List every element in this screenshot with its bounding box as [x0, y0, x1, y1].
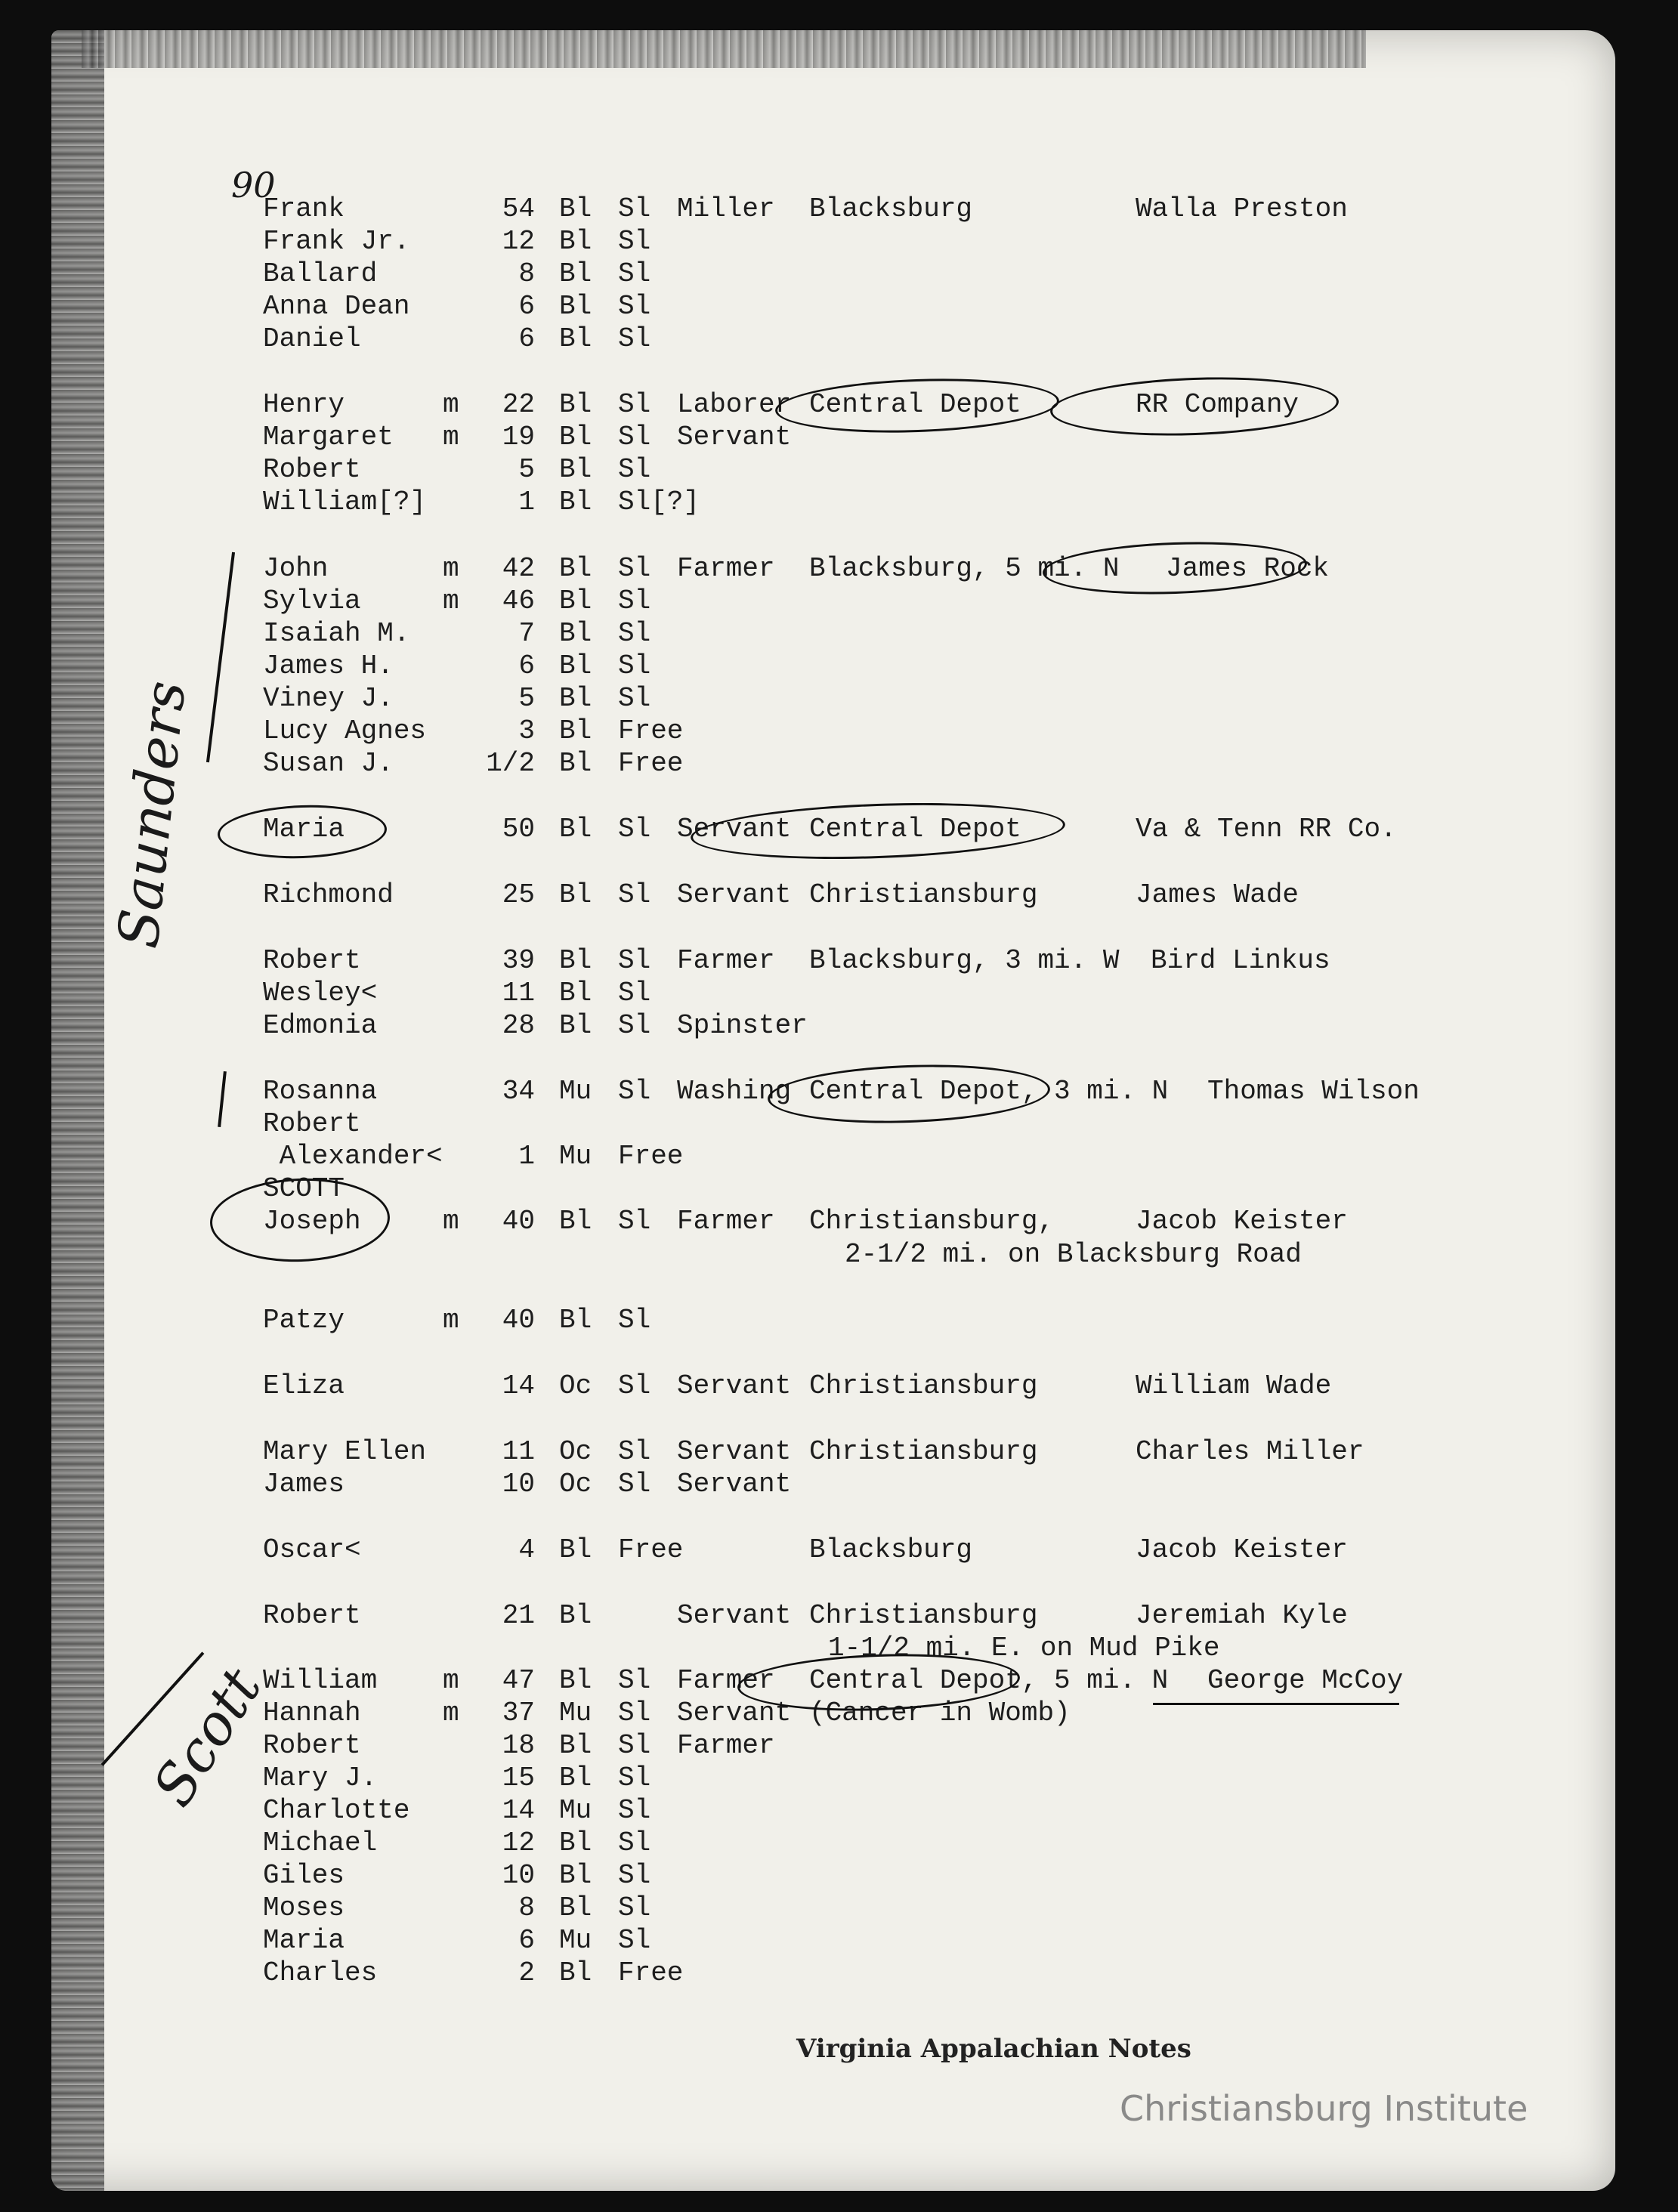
cell-age: 42	[502, 553, 535, 584]
table-row	[263, 650, 1608, 684]
cell-sex: m	[443, 1698, 459, 1729]
cell-name: Patzy	[263, 1305, 345, 1336]
cell-name: Robert	[263, 1730, 361, 1761]
cell-race: Bl	[559, 683, 592, 714]
cell-occupation: Servant	[677, 814, 792, 845]
cell-race: Bl	[559, 748, 592, 779]
cell-race: Bl	[559, 945, 592, 976]
cell-occupation: Servant	[677, 1370, 792, 1401]
cell-sex: m	[443, 1206, 459, 1237]
cell-continuation: 1-1/2 mi. E. on Mud Pike	[828, 1633, 1220, 1664]
cell-age: 8	[518, 1892, 535, 1923]
cell-occupation: Spinster	[677, 1010, 808, 1041]
circle-annotation-central-depot-maria	[690, 797, 1066, 864]
cell-name: Viney J.	[263, 683, 394, 714]
cell-age: 1/2	[486, 748, 535, 779]
cell-occupation: Farmer	[677, 945, 775, 976]
table-row	[263, 618, 1608, 651]
cell-status: Sl	[618, 1925, 651, 1956]
cell-location: Christiansburg	[809, 1370, 1038, 1401]
cell-age: 50	[502, 814, 535, 845]
table-row	[263, 978, 1608, 1011]
table-row	[263, 1436, 1608, 1469]
cell-name: Charles	[263, 1957, 378, 1988]
cell-location: Blacksburg	[809, 1534, 973, 1565]
cell-age: 10	[502, 1469, 535, 1500]
cell-race: Bl	[559, 291, 592, 322]
cell-occupation: Farmer	[677, 553, 775, 584]
cell-status: Sl	[618, 1698, 651, 1729]
cell-occupation: Laborer	[677, 389, 792, 420]
cell-name: Robert	[263, 1600, 361, 1631]
cell-employer: William Wade	[1136, 1370, 1332, 1401]
cell-occupation: Servant	[677, 879, 792, 910]
cell-name: Frank	[263, 193, 345, 224]
table-row	[263, 1173, 1608, 1206]
cell-status: Sl	[618, 389, 651, 420]
cell-employer: RR Company	[1136, 389, 1299, 420]
cell-race: Bl	[559, 1860, 592, 1891]
cell-race: Bl	[559, 1957, 592, 1988]
cell-status: Sl	[618, 814, 651, 845]
cell-race: Oc	[559, 1469, 592, 1500]
cell-age: 18	[502, 1730, 535, 1761]
table-row	[263, 1925, 1608, 1958]
cell-age: 10	[502, 1860, 535, 1891]
cell-age: 25	[502, 879, 535, 910]
cell-name: Isaiah M.	[263, 618, 410, 649]
cell-age: 34	[502, 1076, 535, 1107]
table-row	[263, 1141, 1608, 1174]
cell-name: SCOTT	[263, 1173, 345, 1204]
cell-status: Sl	[618, 650, 651, 681]
margin-line-saunders	[206, 552, 235, 762]
cell-status: Sl	[618, 879, 651, 910]
cell-status: Sl	[618, 585, 651, 616]
cell-status: Free	[618, 1534, 684, 1565]
cell-status: Free	[618, 748, 684, 779]
cell-race: Bl	[559, 487, 592, 517]
cell-employer: Bird Linkus	[1151, 945, 1330, 976]
cell-race: Bl	[559, 454, 592, 485]
cell-name: Maria	[263, 1925, 345, 1956]
cell-name: Mary J.	[263, 1762, 378, 1793]
cell-race: Bl	[559, 553, 592, 584]
cell-race: Bl	[559, 1010, 592, 1041]
cell-occupation: Farmer	[677, 1730, 775, 1761]
cell-status: Sl	[618, 1370, 651, 1401]
table-row	[263, 748, 1608, 781]
cell-status: Sl	[618, 422, 651, 453]
table-row	[263, 585, 1608, 619]
cell-race: Bl	[559, 650, 592, 681]
cell-age: 39	[502, 945, 535, 976]
cell-name: Robert	[263, 454, 361, 485]
cell-name: Robert	[263, 1108, 361, 1139]
margin-line-rosanna	[218, 1071, 227, 1127]
cell-age: 54	[502, 193, 535, 224]
table-row	[263, 715, 1608, 749]
cell-race: Mu	[559, 1795, 592, 1826]
cell-race: Bl	[559, 1305, 592, 1336]
table-row	[263, 1892, 1608, 1926]
scan-edge-shadow	[51, 30, 104, 2191]
cell-race: Bl	[559, 1730, 592, 1761]
cell-location: Christiansburg	[809, 879, 1038, 910]
cell-occupation: Washing	[677, 1076, 792, 1107]
cell-name: Lucy Agnes	[263, 715, 427, 746]
cell-name: Wesley<	[263, 978, 378, 1009]
cell-status: Sl	[618, 454, 651, 485]
cell-race: Bl	[559, 618, 592, 649]
table-row	[263, 1600, 1608, 1633]
cell-race: Mu	[559, 1141, 592, 1172]
cell-status: Sl	[618, 683, 651, 714]
footer-title: Virginia Appalachian Notes	[796, 2034, 1191, 2064]
cell-name: Anna Dean	[263, 291, 410, 322]
cell-employer: Jeremiah Kyle	[1136, 1600, 1348, 1631]
cell-age: 6	[518, 323, 535, 354]
cell-race: Oc	[559, 1436, 592, 1467]
cell-status: Sl	[618, 1795, 651, 1826]
cell-age: 21	[502, 1600, 535, 1631]
cell-race: Bl	[559, 422, 592, 453]
cell-race: Bl	[559, 814, 592, 845]
cell-name: James H.	[263, 650, 394, 681]
cell-age: 5	[518, 454, 535, 485]
cell-race: Mu	[559, 1076, 592, 1107]
cell-employer: Walla Preston	[1136, 193, 1348, 224]
cell-race: Oc	[559, 1370, 592, 1401]
cell-race: Bl	[559, 258, 592, 289]
page-number: 90	[231, 165, 276, 205]
table-row	[263, 1730, 1608, 1763]
cell-age: 3	[518, 715, 535, 746]
cell-employer: Jacob Keister	[1136, 1206, 1348, 1237]
margin-note-saunders: Saunders	[106, 678, 199, 951]
table-row	[263, 193, 1608, 227]
cell-name: Maria	[263, 814, 345, 845]
cell-age: 2	[518, 1957, 535, 1988]
table-row	[263, 1827, 1608, 1861]
cell-age: 8	[518, 258, 535, 289]
cell-age: 4	[518, 1534, 535, 1565]
table-row	[263, 1206, 1608, 1239]
watermark: Christiansburg Institute	[1120, 2088, 1528, 2129]
cell-occupation: Miller	[677, 193, 775, 224]
cell-name: Hannah	[263, 1698, 361, 1729]
cell-location: Central Depot	[809, 814, 1021, 845]
cell-status: Sl	[618, 618, 651, 649]
cell-status: Sl	[618, 1206, 651, 1237]
cell-age: 19	[502, 422, 535, 453]
cell-location: Blacksburg, 3 mi. W	[809, 945, 1120, 976]
cell-occupation: Servant	[677, 1600, 792, 1631]
cell-age: 37	[502, 1698, 535, 1729]
cell-race: Bl	[559, 1534, 592, 1565]
cell-name: Margaret	[263, 422, 394, 453]
cell-status: Sl	[618, 1827, 651, 1858]
cell-status: Sl	[618, 1762, 651, 1793]
cell-age: 11	[502, 1436, 535, 1467]
cell-status: Sl	[618, 1469, 651, 1500]
cell-status: Sl	[618, 1436, 651, 1467]
cell-sex: m	[443, 585, 459, 616]
cell-sex: m	[443, 1665, 459, 1696]
table-row	[263, 226, 1608, 259]
cell-status: Sl	[618, 1305, 651, 1336]
cell-name: Joseph	[263, 1206, 361, 1237]
cell-employer: Charles Miller	[1136, 1436, 1364, 1467]
table-row	[263, 1239, 1608, 1272]
cell-age: 1	[518, 1141, 535, 1172]
cell-employer: Jacob Keister	[1136, 1534, 1348, 1565]
circle-annotation-maria	[217, 802, 388, 861]
table-row	[263, 1860, 1608, 1893]
cell-age: 5	[518, 683, 535, 714]
cell-race: Mu	[559, 1698, 592, 1729]
cell-status: Sl	[618, 553, 651, 584]
cell-age: 22	[502, 389, 535, 420]
scan-top-shadow	[82, 30, 1366, 68]
cell-status: Sl	[618, 1665, 651, 1696]
cell-status: Sl	[618, 226, 651, 257]
cell-location: Blacksburg	[809, 193, 973, 224]
cell-occupation: Farmer	[677, 1206, 775, 1237]
cell-age: 28	[502, 1010, 535, 1041]
cell-race: Bl	[559, 879, 592, 910]
cell-age: 47	[502, 1665, 535, 1696]
table-row	[263, 323, 1608, 357]
cell-name: Mary Ellen	[263, 1436, 427, 1467]
cell-status: Sl	[618, 1892, 651, 1923]
table-row	[263, 553, 1608, 586]
margin-note-scott: Scott	[141, 1657, 274, 1818]
cell-location: (Cancer in Womb)	[809, 1698, 1071, 1729]
cell-age: 46	[502, 585, 535, 616]
cell-sex: m	[443, 389, 459, 420]
cell-name: Henry	[263, 389, 345, 420]
cell-age: 1	[518, 487, 535, 517]
cell-status: Sl	[618, 193, 651, 224]
cell-name: William	[263, 1665, 378, 1696]
cell-status: Sl	[618, 945, 651, 976]
cell-name: Robert	[263, 945, 361, 976]
cell-occupation: Farmer	[677, 1665, 775, 1696]
cell-name: Edmonia	[263, 1010, 378, 1041]
cell-location: Central Depot	[809, 389, 1021, 420]
cell-occupation: Servant	[677, 1698, 792, 1729]
cell-name: John	[263, 553, 329, 584]
table-row	[263, 258, 1608, 292]
cell-status: Sl	[618, 258, 651, 289]
cell-name: Moses	[263, 1892, 345, 1923]
table-row	[263, 683, 1608, 716]
cell-name: Eliza	[263, 1370, 345, 1401]
cell-location: Blacksburg, 5 mi. N	[809, 553, 1120, 584]
cell-name: Rosanna	[263, 1076, 378, 1107]
document-page	[51, 30, 1615, 2191]
cell-status: Sl	[618, 291, 651, 322]
cell-age: 6	[518, 291, 535, 322]
table-row	[263, 879, 1608, 913]
cell-status: Free	[618, 1141, 684, 1172]
cell-location: Central Depot, 3 mi. N	[809, 1076, 1169, 1107]
cell-name: Richmond	[263, 879, 394, 910]
cell-employer: Thomas Wilson	[1207, 1076, 1420, 1107]
cell-status: Sl	[618, 1860, 651, 1891]
cell-name: Ballard	[263, 258, 378, 289]
cell-race: Bl	[559, 585, 592, 616]
table-row	[263, 1534, 1608, 1568]
table-row	[263, 1010, 1608, 1043]
cell-race: Bl	[559, 1762, 592, 1793]
cell-employer: James Wade	[1136, 879, 1299, 910]
cell-race: Bl	[559, 715, 592, 746]
cell-name: Alexander<	[263, 1141, 443, 1172]
table-row	[263, 291, 1608, 324]
cell-status: Sl	[618, 978, 651, 1009]
cell-employer: George McCoy	[1207, 1665, 1404, 1696]
cell-status: Free	[618, 1957, 684, 1988]
cell-age: 7	[518, 618, 535, 649]
cell-age: 6	[518, 650, 535, 681]
cell-status: Sl	[618, 1010, 651, 1041]
cell-name: Frank Jr.	[263, 226, 410, 257]
cell-age: 40	[502, 1206, 535, 1237]
cell-status: Free	[618, 715, 684, 746]
cell-race: Bl	[559, 193, 592, 224]
cell-location: Christiansburg,	[809, 1206, 1055, 1237]
table-row	[263, 1469, 1608, 1502]
table-row	[263, 1305, 1608, 1338]
cell-employer: Va & Tenn RR Co.	[1136, 814, 1397, 845]
cell-sex: m	[443, 422, 459, 453]
cell-name: Michael	[263, 1827, 378, 1858]
cell-age: 12	[502, 226, 535, 257]
cell-race: Bl	[559, 226, 592, 257]
cell-age: 11	[502, 978, 535, 1009]
cell-name: Giles	[263, 1860, 345, 1891]
cell-status: Sl	[618, 323, 651, 354]
cell-status: Sl	[618, 1730, 651, 1761]
cell-race: Bl	[559, 1827, 592, 1858]
cell-age: 6	[518, 1925, 535, 1956]
cell-race: Bl	[559, 1600, 592, 1631]
cell-location: Central Depot, 5 mi. N	[809, 1665, 1169, 1696]
table-row	[263, 1762, 1608, 1796]
cell-name: William[?]	[263, 487, 427, 517]
cell-sex: m	[443, 553, 459, 584]
cell-age: 40	[502, 1305, 535, 1336]
cell-status: Sl	[618, 1076, 651, 1107]
cell-age: 14	[502, 1370, 535, 1401]
table-row	[263, 945, 1608, 978]
cell-age: 14	[502, 1795, 535, 1826]
cell-age: 12	[502, 1827, 535, 1858]
table-row	[263, 454, 1608, 487]
cell-name: Sylvia	[263, 585, 361, 616]
cell-occupation: Servant	[677, 1436, 792, 1467]
cell-race: Bl	[559, 1206, 592, 1237]
cell-race: Bl	[559, 978, 592, 1009]
cell-employer: James Rock	[1166, 553, 1330, 584]
cell-name: Charlotte	[263, 1795, 410, 1826]
cell-name: Daniel	[263, 323, 361, 354]
cell-race: Bl	[559, 1892, 592, 1923]
cell-age: 15	[502, 1762, 535, 1793]
cell-name: Oscar<	[263, 1534, 361, 1565]
cell-name: Susan J.	[263, 748, 394, 779]
cell-race: Bl	[559, 389, 592, 420]
underline-george-mccoy	[1153, 1703, 1399, 1705]
table-row	[263, 1957, 1608, 1991]
cell-race: Mu	[559, 1925, 592, 1956]
cell-name: James	[263, 1469, 345, 1500]
cell-continuation: 2-1/2 mi. on Blacksburg Road	[845, 1239, 1302, 1270]
table-row	[263, 1370, 1608, 1404]
cell-location: Christiansburg	[809, 1436, 1038, 1467]
cell-location: Christiansburg	[809, 1600, 1038, 1631]
table-row	[263, 1795, 1608, 1828]
cell-occupation: Servant	[677, 1469, 792, 1500]
cell-status: Sl[?]	[618, 487, 700, 517]
cell-race: Bl	[559, 1665, 592, 1696]
cell-race: Bl	[559, 323, 592, 354]
table-row	[263, 487, 1608, 520]
cell-sex: m	[443, 1305, 459, 1336]
cell-occupation: Servant	[677, 422, 792, 453]
